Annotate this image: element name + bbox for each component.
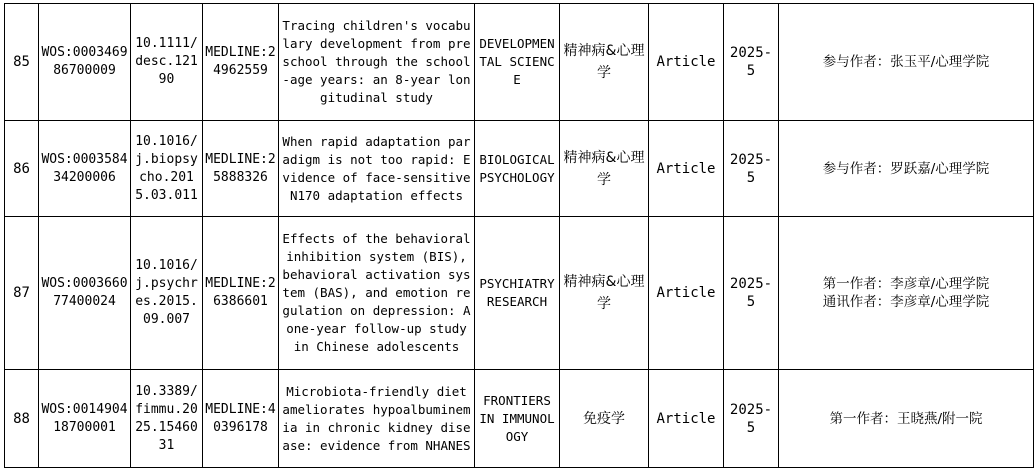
author-line: 参与作者：张玉平/心理学院 (822, 54, 990, 70)
author-info (779, 217, 1034, 370)
table-row (5, 4, 1034, 121)
row-number: 87 (5, 217, 39, 370)
article-title: When rapid adaptation paradigm is not too rapid: Evidence of face-sensitive N170 adaptation effects (279, 121, 475, 217)
publish-date: 2025-5 (724, 370, 779, 468)
journal-name: FRONTIERS IN IMMUNOLOGY (475, 370, 560, 468)
author-info (779, 121, 1034, 217)
medline-id: MEDLINE:26386601 (203, 217, 279, 370)
table-row (5, 121, 1034, 217)
table-row (5, 370, 1034, 468)
medline-id: MEDLINE:24962559 (203, 4, 279, 121)
publish-date: 2025-5 (724, 217, 779, 370)
document-type: Article (649, 217, 724, 370)
doi: 10.1016/j.psychres.2015.09.007 (131, 217, 203, 370)
author-line: 通讯作者：李彦章/心理学院 (822, 294, 990, 310)
author-line: 第一作者：王晓燕/附一院 (829, 410, 983, 427)
publish-date: 2025-5 (724, 121, 779, 217)
doi: 10.1111/desc.12190 (131, 4, 203, 121)
document-type: Article (649, 370, 724, 468)
journal-name: DEVELOPMENTAL SCIENCE (475, 4, 560, 121)
wos-id: WOS:000346986700009 (39, 4, 131, 121)
journal-name: BIOLOGICAL PSYCHOLOGY (475, 121, 560, 217)
subject-category: 免疫学 (560, 370, 649, 468)
row-number: 86 (5, 121, 39, 217)
journal-name: PSYCHIATRY RESEARCH (475, 217, 560, 370)
article-title: Effects of the behavioral inhibition system (BIS), behavioral activation system (BAS), and emotion regulation on depression: A one-year follow-up study in Chinese adolescents (279, 217, 475, 370)
document-type: Article (649, 4, 724, 121)
medline-id: MEDLINE:40396178 (203, 370, 279, 468)
wos-id: WOS:000366077400024 (39, 217, 131, 370)
wos-id: WOS:000358434200006 (39, 121, 131, 217)
doi: 10.3389/fimmu.2025.1546031 (131, 370, 203, 468)
author-info (779, 4, 1034, 121)
article-title: Tracing children's vocabulary development from preschool through the school-age years: an 8-year longitudinal study (279, 4, 475, 121)
author-info (779, 370, 1034, 468)
medline-id: MEDLINE:25888326 (203, 121, 279, 217)
doi: 10.1016/j.biopsycho.2015.03.011 (131, 121, 203, 217)
subject-category: 精神病&心理学 (560, 121, 649, 217)
article-title: Microbiota-friendly diet ameliorates hypoalbuminemia in chronic kidney disease: evidence from NHANES (279, 370, 475, 468)
row-number: 88 (5, 370, 39, 468)
document-type: Article (649, 121, 724, 217)
row-number: 85 (5, 4, 39, 121)
wos-id: WOS:001490418700001 (39, 370, 131, 468)
table-row (5, 217, 1034, 370)
author-line: 参与作者：罗跃嘉/心理学院 (822, 160, 990, 177)
subject-category: 精神病&心理学 (560, 4, 649, 121)
publish-date: 2025-5 (724, 4, 779, 121)
subject-category: 精神病&心理学 (560, 217, 649, 370)
publications-table (4, 3, 1034, 468)
author-line: 第一作者：李彦章/心理学院 (822, 276, 990, 292)
